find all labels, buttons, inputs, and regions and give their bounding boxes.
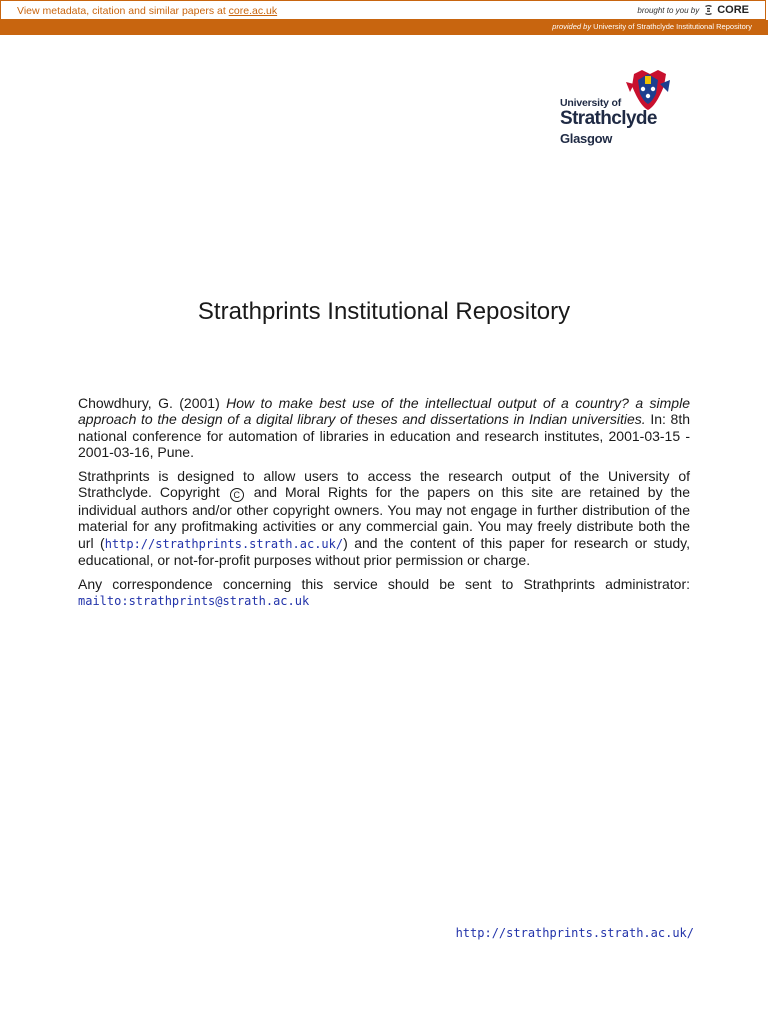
logo-line-university-of: University of: [560, 97, 621, 109]
citation-title: How to make best use of the intellectual output of a country? a simple approach to the design of a digital library of theses and dissertations in Indian universities.: [78, 395, 690, 428]
core-top-strip: [0, 0, 766, 20]
correspondence-paragraph: Any correspondence concerning this service should be sent to Strathprints administrator: mailto:strathprints@strath.ac.uk: [78, 575, 690, 609]
core-metadata-text: View metadata, citation and similar papers at core.ac.uk: [17, 5, 278, 17]
footer-url-link[interactable]: http://strathprints.strath.ac.uk/: [455, 926, 694, 940]
core-brought-text: brought to you by: [637, 5, 700, 15]
core-brand[interactable]: [637, 4, 749, 16]
citation-authors: Chowdhury, G. (2001): [78, 395, 227, 411]
citation-venue: In: 8th national conference for automation of libraries in education and research institutes, 2001-03-15 - 2001-03-16, Pune.: [78, 411, 691, 461]
page-title: Strathprints Institutional Repository: [197, 298, 571, 325]
core-brand-name: CORE: [717, 4, 749, 16]
university-logo: [560, 70, 675, 150]
citation-paragraph: [78, 395, 690, 461]
core-logo-icon: [703, 4, 713, 16]
document-body: [78, 395, 690, 616]
logo-line-strathclyde: Strathclyde: [560, 108, 657, 129]
repository-url-link[interactable]: http://strathprints.strath.ac.uk/: [104, 536, 344, 551]
copyright-symbol: C: [230, 488, 244, 502]
email-link[interactable]: mailto:strathprints@strath.ac.uk: [78, 594, 310, 609]
core-banner: [0, 0, 768, 35]
logo-line-glasgow: Glasgow: [560, 131, 613, 146]
core-link[interactable]: core.ac.uk: [228, 5, 278, 17]
rights-paragraph: Strathprints is designed to allow users to access the research output of the University of Strathclyde. Copyright C and Moral Rights for the papers on this site are retained by the individual authors and/or other copyright owners. You may not engage in further distribution of the material for any profitmaking activities or any commercial gain. You may freely distribute both the url (http://strathprints.strath.ac.uk/) and the content of this paper for research or study, educational, or not-for-profit purposes without prior permission or charge.: [78, 467, 690, 569]
provided-by: provided by University of Strathclyde Institutional Repository: [552, 22, 752, 31]
